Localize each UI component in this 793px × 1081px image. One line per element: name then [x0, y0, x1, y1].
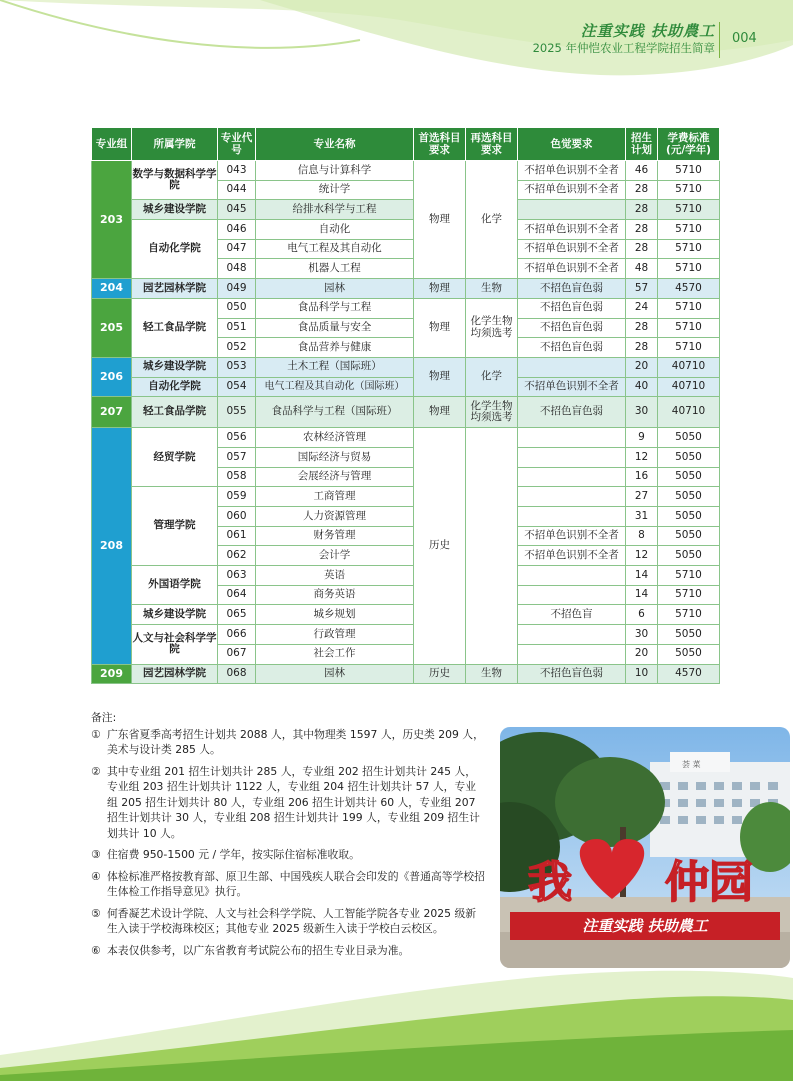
tuition-fee: 5710 — [658, 605, 720, 625]
group-id: 208 — [92, 428, 132, 664]
major-name: 人力资源管理 — [256, 507, 414, 527]
plan-count: 16 — [626, 467, 658, 487]
note-number: ③ — [91, 848, 101, 861]
tuition-fee: 5710 — [658, 298, 720, 318]
college-name: 园艺园林学院 — [132, 279, 218, 299]
note-item — [91, 869, 486, 900]
color-requirement: 不招单色识别不全者 — [518, 377, 626, 397]
table-row — [92, 200, 720, 220]
major-name: 机器人工程 — [256, 259, 414, 279]
plan-count: 24 — [626, 298, 658, 318]
major-code: 052 — [218, 338, 256, 358]
th-first-subject: 首选科目要求 — [414, 128, 466, 161]
plan-count: 40 — [626, 377, 658, 397]
second-subject — [466, 428, 518, 664]
major-name: 食品质量与安全 — [256, 318, 414, 338]
plan-count: 46 — [626, 161, 658, 181]
major-name: 城乡规划 — [256, 605, 414, 625]
major-code: 064 — [218, 585, 256, 605]
major-name: 园林 — [256, 279, 414, 299]
college-name: 自动化学院 — [132, 377, 218, 397]
note-number: ⑤ — [91, 906, 101, 920]
plan-count: 10 — [626, 664, 658, 684]
note-item — [91, 906, 486, 937]
major-code: 057 — [218, 447, 256, 467]
plan-count: 31 — [626, 507, 658, 527]
second-subject: 化学生物均须选考 — [466, 298, 518, 357]
color-requirement — [518, 200, 626, 220]
note-number: ④ — [91, 869, 101, 883]
plan-count: 12 — [626, 546, 658, 566]
major-code: 048 — [218, 259, 256, 279]
college-name: 自动化学院 — [132, 220, 218, 279]
color-requirement: 不招色盲色弱 — [518, 664, 626, 684]
th-group: 专业组 — [92, 128, 132, 161]
college-name: 城乡建设学院 — [132, 605, 218, 625]
major-name: 食品营养与健康 — [256, 338, 414, 358]
table-row — [92, 161, 720, 181]
footer-wave-decoration — [0, 960, 793, 1081]
plan-count: 28 — [626, 200, 658, 220]
color-requirement — [518, 428, 626, 448]
plan-count: 9 — [626, 428, 658, 448]
th-fee: 学费标准(元/学年) — [658, 128, 720, 161]
major-name: 社会工作 — [256, 644, 414, 664]
plan-count: 27 — [626, 487, 658, 507]
major-code: 050 — [218, 298, 256, 318]
page-number: 004 — [732, 31, 757, 46]
group-id: 207 — [92, 397, 132, 428]
tuition-fee: 5710 — [658, 239, 720, 259]
major-name: 英语 — [256, 566, 414, 586]
table-row — [92, 566, 720, 586]
header-subtitle: 2025 年仲恺农业工程学院招生简章 — [532, 41, 715, 55]
table-row — [92, 279, 720, 299]
major-code: 066 — [218, 625, 256, 645]
major-name: 商务英语 — [256, 585, 414, 605]
color-requirement: 不招色盲色弱 — [518, 298, 626, 318]
major-code: 047 — [218, 239, 256, 259]
table-row — [92, 377, 720, 397]
plan-count: 8 — [626, 526, 658, 546]
major-code: 061 — [218, 526, 256, 546]
college-name: 城乡建设学院 — [132, 357, 218, 377]
group-id: 203 — [92, 161, 132, 279]
color-requirement — [518, 487, 626, 507]
tuition-fee: 4570 — [658, 279, 720, 299]
major-name: 行政管理 — [256, 625, 414, 645]
tuition-fee: 5710 — [658, 338, 720, 358]
major-name: 财务管理 — [256, 526, 414, 546]
first-subject: 历史 — [414, 664, 466, 684]
plan-count: 28 — [626, 318, 658, 338]
color-requirement: 不招色盲色弱 — [518, 279, 626, 299]
major-code: 044 — [218, 180, 256, 200]
plan-count: 14 — [626, 566, 658, 586]
table-row — [92, 298, 720, 318]
major-name: 土木工程（国际班） — [256, 357, 414, 377]
note-number: ② — [91, 764, 101, 778]
tuition-fee: 5710 — [658, 318, 720, 338]
group-id: 205 — [92, 298, 132, 357]
th-major: 专业名称 — [256, 128, 414, 161]
college-name: 经贸学院 — [132, 428, 218, 487]
major-name: 信息与计算科学 — [256, 161, 414, 181]
table-row — [92, 357, 720, 377]
note-text: 何香凝艺术设计学院、人文与社会科学学院、人工智能学院各专业 2025 级新生入读于学校海珠校区；其他专业 2025 级新生入读于学校白云校区。 — [107, 906, 477, 935]
college-name: 人文与社会科学学院 — [132, 625, 218, 664]
major-code: 058 — [218, 467, 256, 487]
table-row — [92, 487, 720, 507]
major-code: 060 — [218, 507, 256, 527]
tuition-fee: 5710 — [658, 161, 720, 181]
tuition-fee: 5050 — [658, 644, 720, 664]
major-name: 食品科学与工程（国际班） — [256, 397, 414, 428]
first-subject: 历史 — [414, 428, 466, 664]
second-subject: 化学 — [466, 161, 518, 279]
tuition-fee: 5050 — [658, 447, 720, 467]
group-id: 209 — [92, 664, 132, 684]
color-requirement: 不招色盲色弱 — [518, 338, 626, 358]
plan-count: 20 — [626, 357, 658, 377]
plan-count: 30 — [626, 397, 658, 428]
major-name: 自动化 — [256, 220, 414, 240]
th-plan: 招生计划 — [626, 128, 658, 161]
major-code: 063 — [218, 566, 256, 586]
major-name: 统计学 — [256, 180, 414, 200]
second-subject: 化学 — [466, 357, 518, 396]
note-text: 住宿费 950-1500 元 / 学年，按实际住宿标准收取。 — [107, 848, 360, 861]
major-code: 049 — [218, 279, 256, 299]
major-name: 电气工程及其自动化（国际班） — [256, 377, 414, 397]
plan-count: 14 — [626, 585, 658, 605]
major-code: 059 — [218, 487, 256, 507]
major-code: 053 — [218, 357, 256, 377]
color-requirement: 不招单色识别不全者 — [518, 259, 626, 279]
college-name: 外国语学院 — [132, 566, 218, 605]
color-requirement: 不招色盲 — [518, 605, 626, 625]
major-code: 065 — [218, 605, 256, 625]
color-requirement: 不招单色识别不全者 — [518, 239, 626, 259]
major-code: 054 — [218, 377, 256, 397]
table-row — [92, 428, 720, 448]
plan-count: 28 — [626, 239, 658, 259]
color-requirement — [518, 447, 626, 467]
major-code: 067 — [218, 644, 256, 664]
first-subject: 物理 — [414, 279, 466, 299]
note-item — [91, 847, 486, 863]
header-slogan: 注重实践 扶助農工 — [580, 22, 715, 40]
plan-count: 12 — [626, 447, 658, 467]
note-number: ① — [91, 727, 101, 741]
plan-count: 57 — [626, 279, 658, 299]
campus-photo-illustration — [500, 727, 790, 968]
plan-count: 6 — [626, 605, 658, 625]
table-row — [92, 625, 720, 645]
plan-count: 20 — [626, 644, 658, 664]
note-item — [91, 943, 486, 959]
note-text: 本表仅供参考，以广东省教育考试院公布的招生专业目录为准。 — [107, 943, 410, 957]
major-code: 045 — [218, 200, 256, 220]
tuition-fee: 5050 — [658, 507, 720, 527]
tuition-fee: 5710 — [658, 585, 720, 605]
color-requirement: 不招单色识别不全者 — [518, 220, 626, 240]
campus-photo — [500, 727, 790, 968]
table-row — [92, 605, 720, 625]
first-subject: 物理 — [414, 298, 466, 357]
plan-count: 28 — [626, 220, 658, 240]
color-requirement: 不招单色识别不全者 — [518, 161, 626, 181]
th-second-subject: 再选科目要求 — [466, 128, 518, 161]
major-code: 056 — [218, 428, 256, 448]
notes-title: 备注: — [91, 711, 117, 724]
tuition-fee: 5050 — [658, 526, 720, 546]
major-code: 068 — [218, 664, 256, 684]
first-subject: 物理 — [414, 357, 466, 396]
second-subject: 生物 — [466, 279, 518, 299]
color-requirement — [518, 467, 626, 487]
color-requirement: 不招单色识别不全者 — [518, 546, 626, 566]
plan-count: 48 — [626, 259, 658, 279]
major-name: 会计学 — [256, 546, 414, 566]
notes-section — [91, 710, 486, 964]
tuition-fee: 5710 — [658, 220, 720, 240]
plan-count: 28 — [626, 338, 658, 358]
table-row — [92, 664, 720, 684]
major-name: 给排水科学与工程 — [256, 200, 414, 220]
group-id: 206 — [92, 357, 132, 396]
plan-count: 28 — [626, 180, 658, 200]
note-text: 广东省夏季高考招生计划共 2088 人，其中物理类 1597 人，历史类 209 人，美术与设计类 285 人。 — [107, 727, 484, 756]
note-item — [91, 764, 486, 842]
major-code: 055 — [218, 397, 256, 428]
college-name: 轻工食品学院 — [132, 397, 218, 428]
college-name: 城乡建设学院 — [132, 200, 218, 220]
color-requirement: 不招单色识别不全者 — [518, 526, 626, 546]
color-requirement: 不招色盲色弱 — [518, 318, 626, 338]
note-text: 体检标准严格按教育部、原卫生部、中国残疾人联合会印发的《普通高等学校招生体检工作指导意见》执行。 — [107, 869, 485, 898]
first-subject: 物理 — [414, 161, 466, 279]
color-requirement — [518, 644, 626, 664]
group-id: 204 — [92, 279, 132, 299]
tuition-fee: 40710 — [658, 357, 720, 377]
tuition-fee: 5710 — [658, 259, 720, 279]
th-code: 专业代号 — [218, 128, 256, 161]
major-code: 046 — [218, 220, 256, 240]
sign-char-right: 仲园 — [665, 857, 753, 908]
color-requirement: 不招色盲色弱 — [518, 397, 626, 428]
major-name: 食品科学与工程 — [256, 298, 414, 318]
college-name: 轻工食品学院 — [132, 298, 218, 357]
second-subject: 生物 — [466, 664, 518, 684]
tuition-fee: 5050 — [658, 625, 720, 645]
building-sign: 荟 菜 — [682, 760, 701, 769]
tuition-fee: 5050 — [658, 428, 720, 448]
tuition-fee: 5050 — [658, 467, 720, 487]
college-name: 管理学院 — [132, 487, 218, 566]
table-row — [92, 220, 720, 240]
second-subject: 化学生物均须选考 — [466, 397, 518, 428]
color-requirement — [518, 507, 626, 527]
major-code: 051 — [218, 318, 256, 338]
note-item — [91, 727, 486, 758]
tuition-fee: 40710 — [658, 377, 720, 397]
color-requirement: 不招单色识别不全者 — [518, 180, 626, 200]
table-header-row — [92, 128, 720, 161]
major-code: 043 — [218, 161, 256, 181]
th-color: 色觉要求 — [518, 128, 626, 161]
major-name: 国际经济与贸易 — [256, 447, 414, 467]
tuition-fee: 5050 — [658, 487, 720, 507]
college-name: 数学与数据科学学院 — [132, 161, 218, 200]
college-name: 园艺园林学院 — [132, 664, 218, 684]
major-name: 工商管理 — [256, 487, 414, 507]
photo-banner-text: 注重实践 扶助農工 — [582, 917, 708, 935]
th-college: 所属学院 — [132, 128, 218, 161]
major-code: 062 — [218, 546, 256, 566]
admission-plan-table — [91, 127, 720, 684]
sign-char-left: 我 — [528, 857, 572, 908]
table-row — [92, 397, 720, 428]
tuition-fee: 5710 — [658, 566, 720, 586]
note-text: 其中专业组 201 招生计划共计 285 人，专业组 202 招生计划共计 245 人，专业组 203 招生计划共计 1122 人，专业组 204 招生计划共计 57 人，专业组 205 招生计划共计 80 人，专业组 206 招生计划共计 60 人，专业组 207 招生计划共计 30 人，专业组 208 招生计划共计 199 人，专业组 209 招生计划共计 10 人。 — [107, 764, 480, 840]
plan-count: 30 — [626, 625, 658, 645]
major-name: 农林经济管理 — [256, 428, 414, 448]
major-name: 园林 — [256, 664, 414, 684]
major-name: 会展经济与管理 — [256, 467, 414, 487]
tuition-fee: 5710 — [658, 200, 720, 220]
note-number: ⑥ — [91, 943, 101, 957]
color-requirement — [518, 585, 626, 605]
header-divider — [719, 22, 720, 58]
tuition-fee: 5050 — [658, 546, 720, 566]
first-subject: 物理 — [414, 397, 466, 428]
tuition-fee: 40710 — [658, 397, 720, 428]
color-requirement — [518, 357, 626, 377]
tuition-fee: 4570 — [658, 664, 720, 684]
tuition-fee: 5710 — [658, 180, 720, 200]
major-name: 电气工程及其自动化 — [256, 239, 414, 259]
color-requirement — [518, 566, 626, 586]
color-requirement — [518, 625, 626, 645]
